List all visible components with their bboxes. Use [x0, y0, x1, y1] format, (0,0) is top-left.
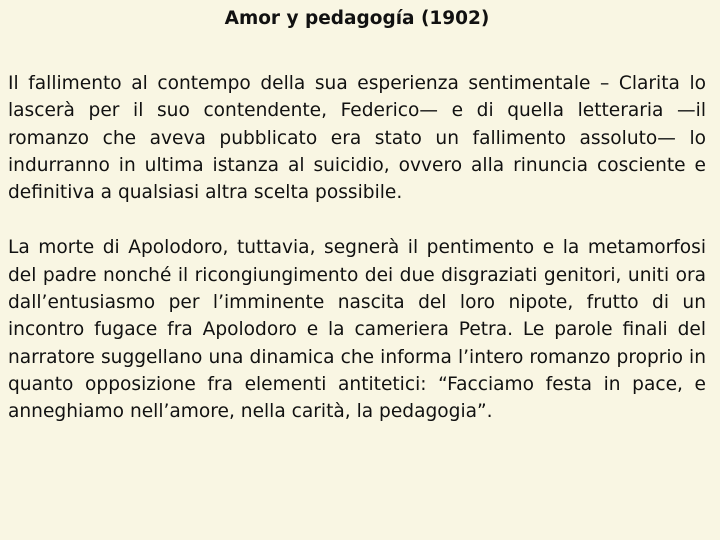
paragraph-second: La morte di Apolodoro, tuttavia, segnerà il pentimento e la metamorfosi del padre nonché il ricongiungimento dei due disgraziati genitori, uniti ora dall’entusiasmo per l’imminente nascita del loro nipote, frutto di un incontro fugace fra Apolodoro e la cameriera Petra. Le parole finali del narratore suggellano una dinamica che informa l’intero romanzo proprio in quanto opposizione fra elementi antitetici: “Facciamo festa in pace, e anneghiamo nell’amore, nella carità, la pedagogia”. [8, 237, 706, 423]
paragraph-first: Il fallimento al contempo della sua esperienza sentimentale – Clarita lo lascerà per il suo contendente, Federico— e di quella letteraria —il romanzo che aveva pubblicato era stato un fallimento assoluto— lo indurranno in ultima istanza al suicidio, ovvero alla rinuncia cosciente e definitiva a qualsiasi altra scelta possibile. [8, 73, 706, 204]
slide-title: Amor y pedagogía (1902) [224, 8, 490, 29]
